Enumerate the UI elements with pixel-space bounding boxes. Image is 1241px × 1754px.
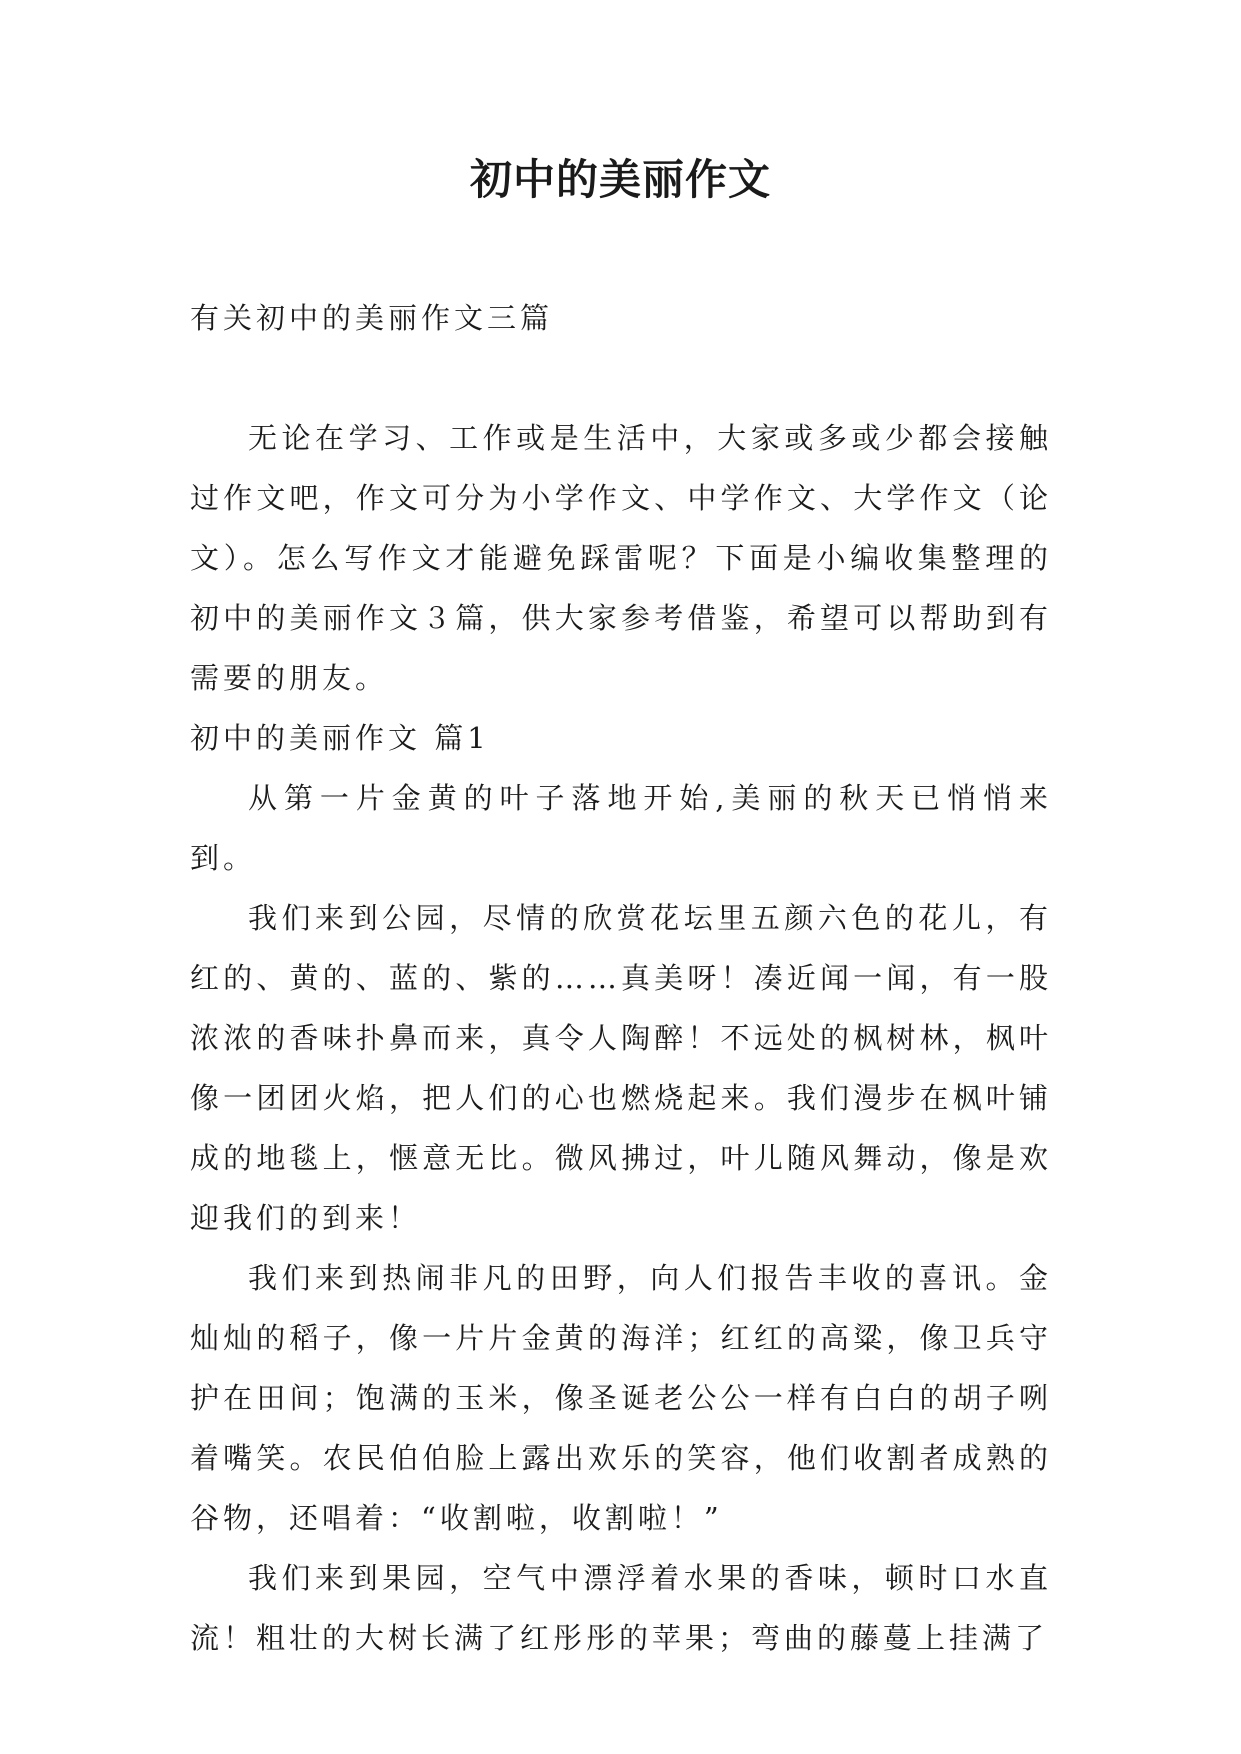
- section-heading: 初中的美丽作文 篇1: [190, 721, 490, 755]
- document-body: [190, 408, 1052, 1668]
- body-paragraph: 我们来到公园，尽情的欣赏花坛里五颜六色的花儿，有红的、黄的、蓝的、紫的……真美呀！凑近闻一闻，有一股浓浓的香味扑鼻而来，真令人陶醉！不远处的枫树林，枫叶像一团团火焰，把人们的心也燃烧起来。我们漫步在枫叶铺成的地毯上，惬意无比。微风拂过，叶儿随风舞动，像是欢迎我们的到来！: [190, 901, 1052, 1235]
- document-title: 初中的美丽作文: [469, 155, 771, 204]
- body-paragraph: 我们来到热闹非凡的田野，向人们报告丰收的喜讯。金灿灿的稻子，像一片片金黄的海洋；红红的高粱，像卫兵守护在田间；饱满的玉米，像圣诞老公公一样有白白的胡子咧着嘴笑。农民伯伯脸上露出欢乐的笑容，他们收割者成熟的谷物，还唱着：“收割啦，收割啦！”: [190, 1261, 1052, 1535]
- intro-paragraph: 无论在学习、工作或是生活中，大家或多或少都会接触过作文吧，作文可分为小学作文、中学作文、大学作文（论文）。怎么写作文才能避免踩雷呢？下面是小编收集整理的初中的美丽作文３篇，供大家参考借鉴，希望可以帮助到有需要的朋友。: [190, 421, 1052, 695]
- body-paragraph: 从第一片金黄的叶子落地开始,美丽的秋天已悄悄来到。: [190, 781, 1052, 875]
- document-subtitle: 有关初中的美丽作文三篇: [190, 301, 554, 335]
- body-paragraph: 我们来到果园，空气中漂浮着水果的香味，顿时口水直流！粗壮的大树长满了红彤彤的苹果；弯曲的藤蔓上挂满了: [190, 1561, 1052, 1655]
